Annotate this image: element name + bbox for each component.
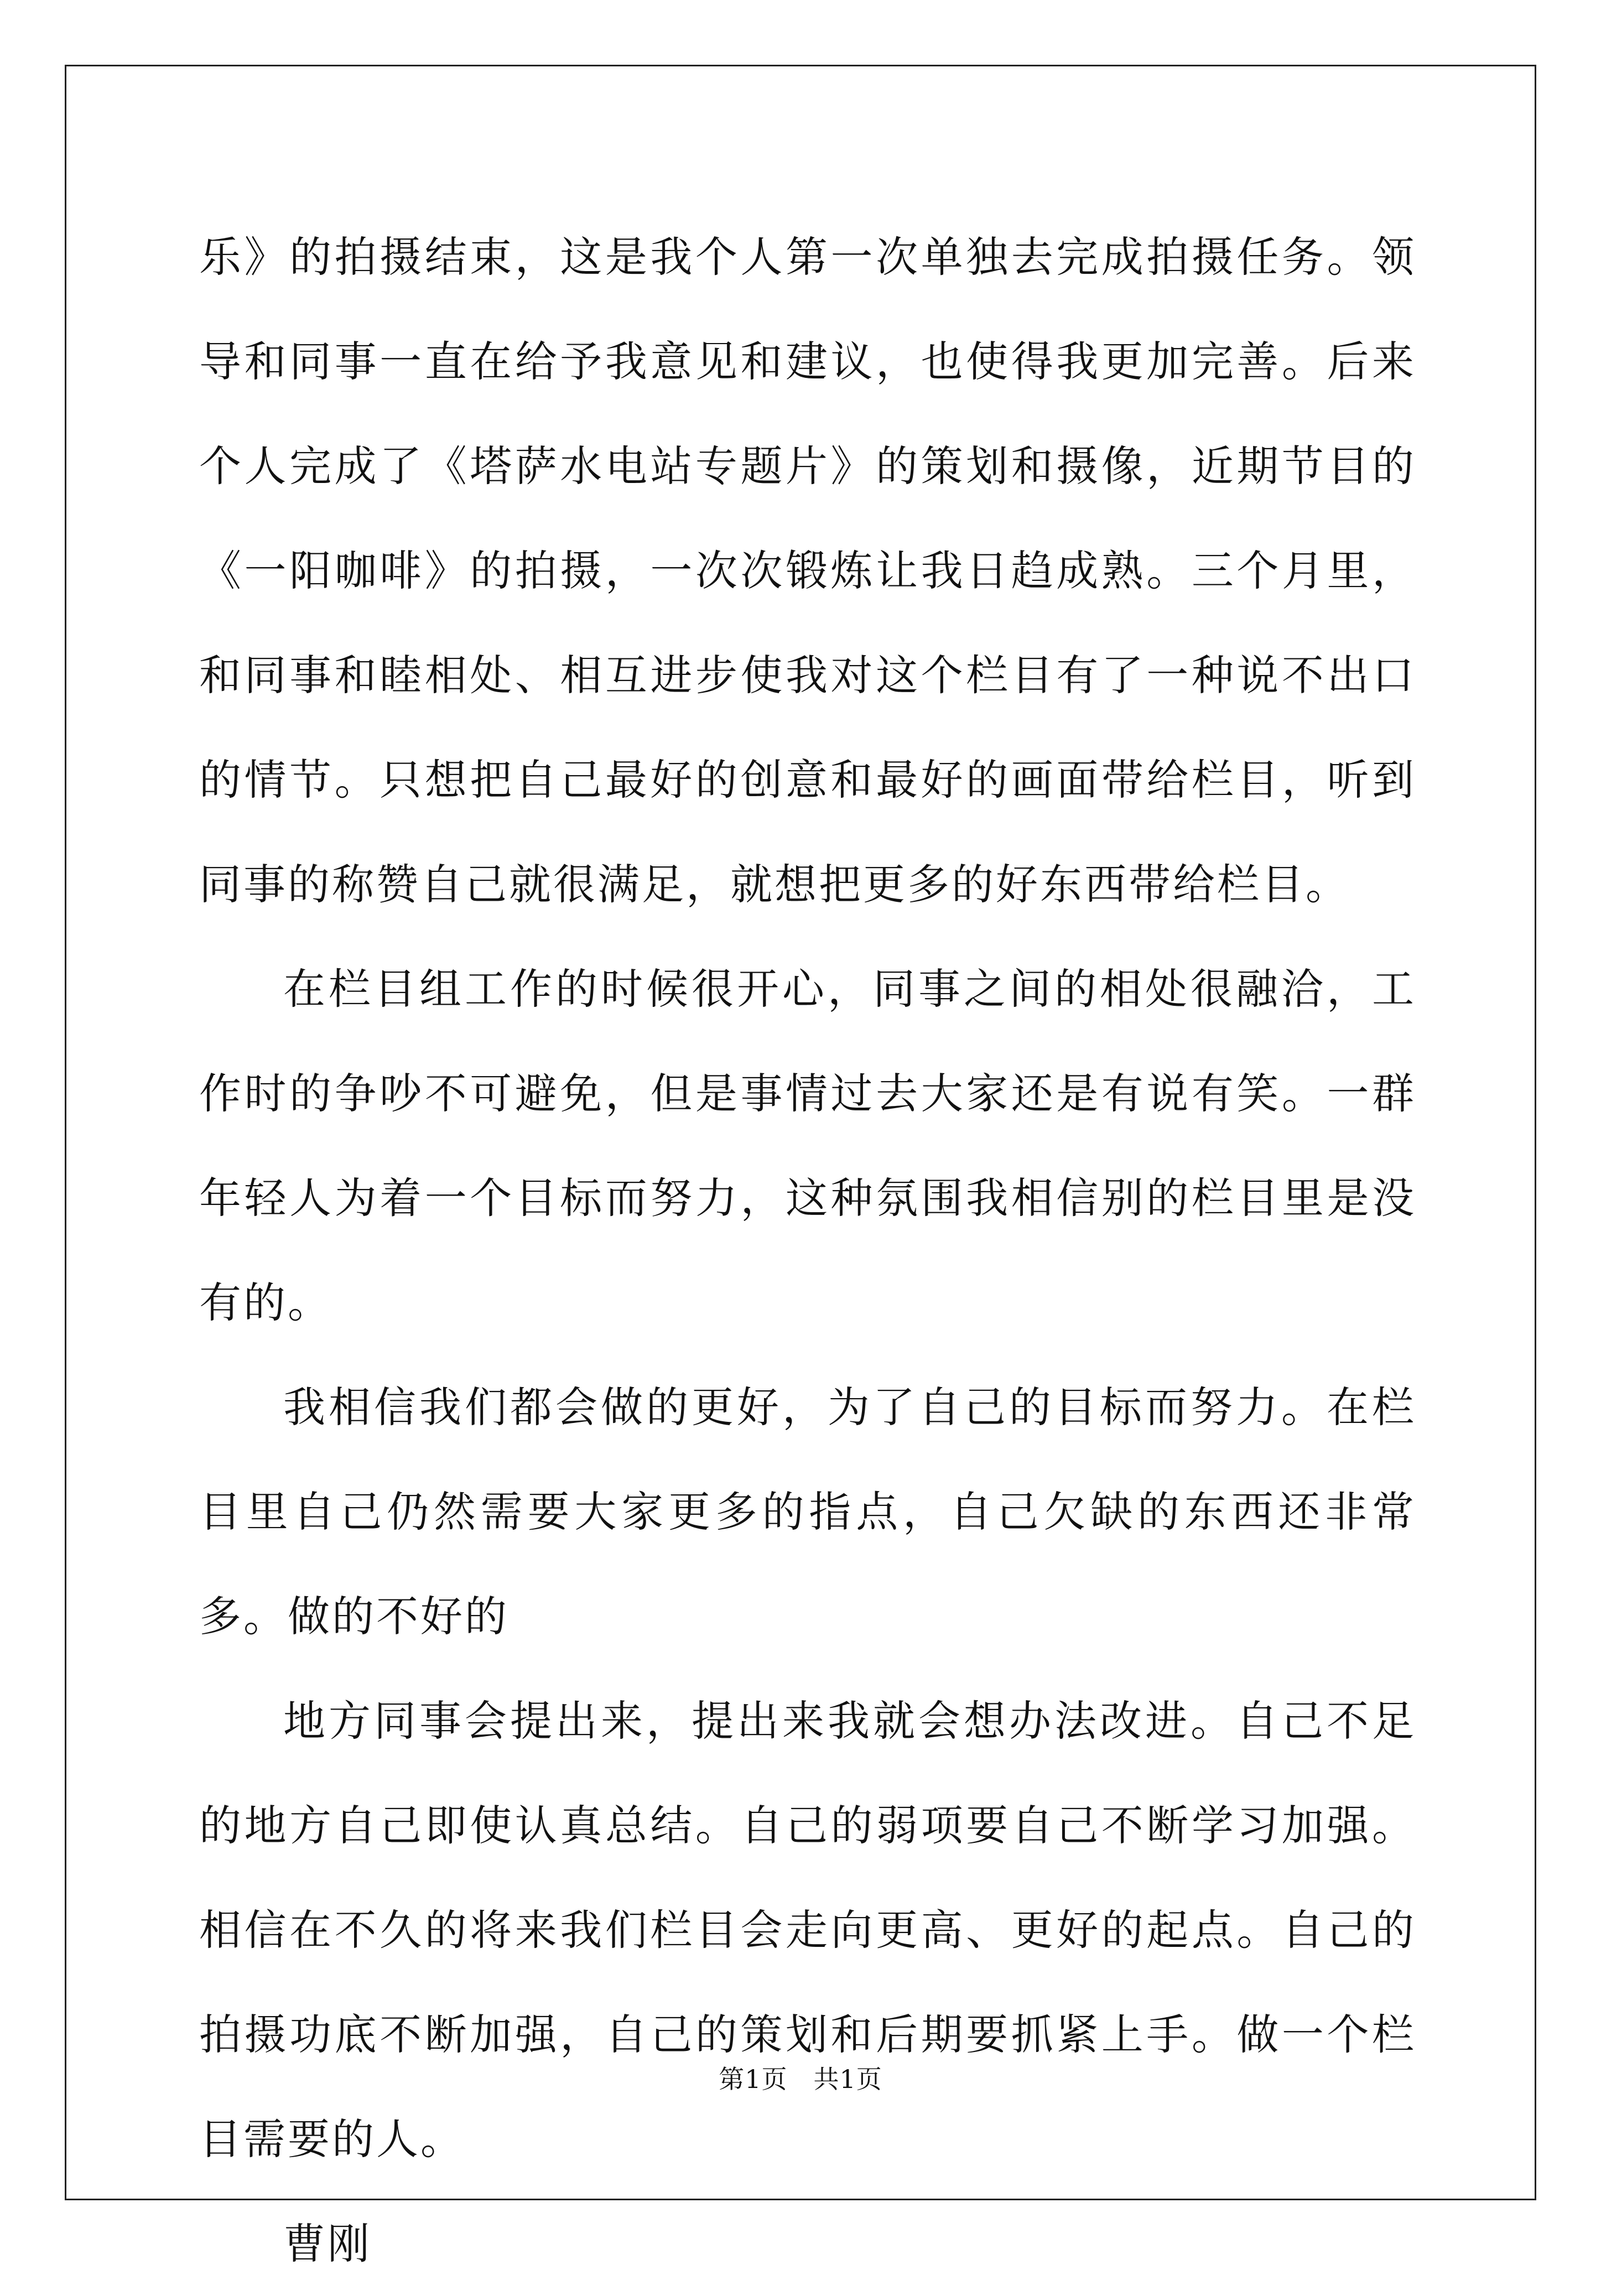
footer-spacer	[788, 2064, 814, 2094]
document-body	[199, 205, 1416, 2296]
paragraph-2: 在栏目组工作的时候很开心，同事之间的相处很融洽，工作时的争吵不可避免，但是事情过去大家还是有说有笑。一群年轻人为着一个目标而努力，这种氛围我相信别的栏目里是没有的。	[199, 964, 1416, 1327]
page-footer	[0, 2059, 1601, 2096]
signature: 曹刚	[283, 2219, 372, 2268]
paragraph-4: 地方同事会提出来，提出来我就会想办法改进。自己不足的地方自己即使认真总结。自己的弱项要自己不断学习加强。相信在不久的将来我们栏目会走向更高、更好的起点。自己的拍摄功底不断加强，自己的策划和后期要抓紧上手。做一个栏目需要的人。	[199, 1696, 1416, 2164]
paragraph-3: 我相信我们都会做的更好，为了自己的目标而努力。在栏目里自己仍然需要大家更多的指点，自己欠缺的东西还非常多。做的不好的	[199, 1383, 1416, 1641]
page-number-total: 共1页	[813, 2064, 882, 2094]
page-number-current: 第1页	[719, 2064, 788, 2094]
paragraph-1: 乐》的拍摄结束，这是我个人第一次单独去完成拍摄任务。领导和同事一直在给予我意见和建议，也使得我更加完善。后来个人完成了《塔萨水电站专题片》的策划和摄像，近期节目的《一阳咖啡》的拍摄，一次次锻炼让我日趋成熟。三个月里，和同事和睦相处、相互进步使我对这个栏目有了一种说不出口的情节。只想把自己最好的创意和最好的画面带给栏目，听到同事的称赞自己就很满足，就想把更多的好东西带给栏目。	[199, 232, 1416, 909]
